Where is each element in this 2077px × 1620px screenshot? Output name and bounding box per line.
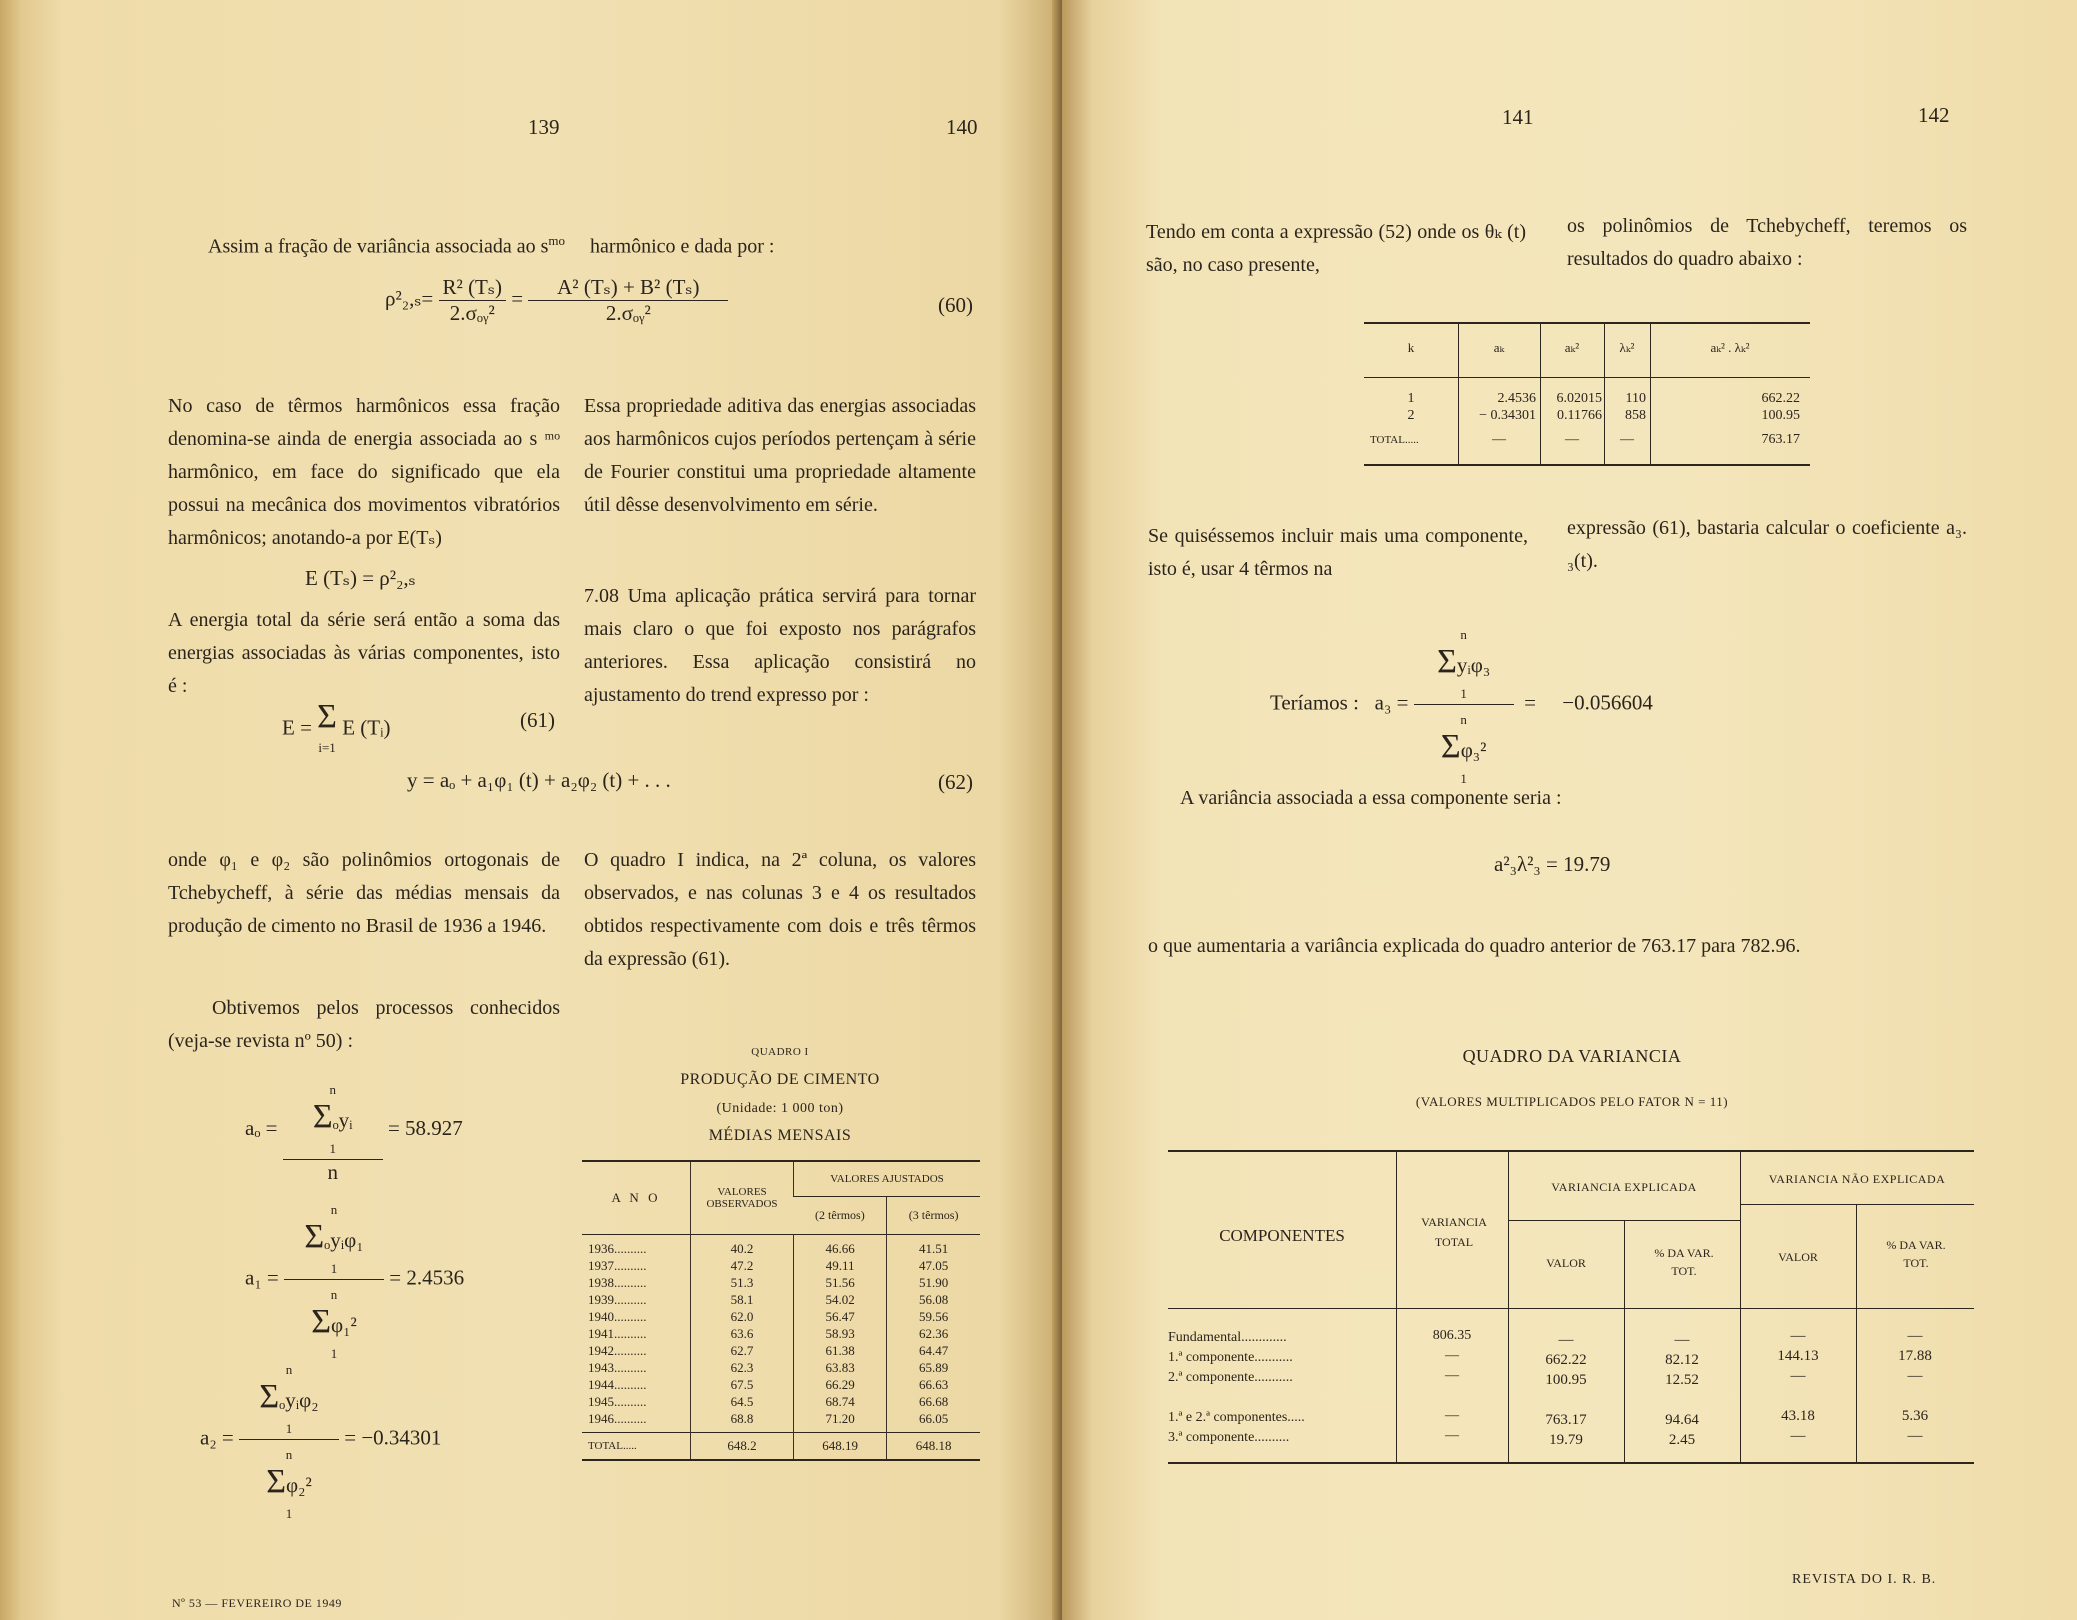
coef-total-dash-2: —	[1565, 432, 1579, 447]
quadro1-total-t3: 648.18	[887, 1433, 980, 1461]
quadro1-total-obs: 648.2	[691, 1433, 794, 1461]
quadro1-cell-obs: 47.2	[691, 1257, 794, 1274]
quadro1-cell-t3: 66.05	[887, 1410, 980, 1433]
a3-sum-bot: 1	[1460, 686, 1467, 701]
quadro1-cell-t2: 49.11	[794, 1257, 887, 1274]
a2-den-bot: 1	[285, 1506, 293, 1521]
coef-lk: 110 858	[1625, 391, 1646, 423]
qv-h-pct-2: % DA VAR. TOT.	[1886, 1238, 1946, 1270]
a2-den-text: φ₂²	[286, 1473, 312, 1497]
f61-sigma-icon: Σ	[317, 698, 337, 735]
a3-value: −0.056604	[1562, 690, 1653, 715]
a2-den-top: n	[285, 1447, 293, 1462]
quadro1-row	[582, 1274, 980, 1291]
r-paragraph-1-right: os polinômios de Tchebycheff, teremos os resultados do quadro abaixo :	[1567, 215, 1967, 270]
a1-den-bot: 1	[330, 1346, 338, 1361]
quadro1-row	[582, 1325, 980, 1342]
formula-61	[282, 700, 391, 759]
quadro1-cell-t3: 65.89	[887, 1359, 980, 1376]
quadro1-cell-ano: 1946..........	[588, 1411, 647, 1426]
coef-header-cell: aₖ² . λₖ²	[1710, 340, 1750, 355]
intro-sup: mo	[548, 233, 566, 248]
a2-value: = −0.34301	[344, 1425, 442, 1450]
quadro1-row	[582, 1342, 980, 1359]
qv-exp-valor-col: — 662.22 100.95 763.17 19.79	[1545, 1332, 1587, 1448]
quadro1-cell-t3: 62.36	[887, 1325, 980, 1342]
col2-paragraph-3: O quadro I indica, na 2ª coluna, os valores observados, e nas colunas 3 e 4 os resultados obtidos respectivamente com dois e três têrmos da expressão (61).	[584, 849, 976, 970]
coef-total-label: TOTAL.....	[1370, 434, 1419, 446]
f60-num1: R² (Tₛ)	[439, 275, 506, 301]
quadro1-cell-t2: 46.66	[794, 1235, 887, 1258]
formula-62-tag: (62)	[938, 770, 973, 794]
left-footer: Nº 53 — FEVEREIRO DE 1949	[172, 1596, 342, 1610]
f61-sum	[317, 700, 337, 759]
coef-header-cell: aₖ²	[1564, 340, 1580, 355]
quadro1-cell-ano: 1943..........	[588, 1360, 647, 1375]
qv-subtitle: (VALORES MULTIPLICADOS PELO FATOR N = 11)	[1415, 1094, 1729, 1109]
formula-a0	[245, 1075, 463, 1185]
a2-num	[239, 1355, 339, 1440]
a3-den	[1414, 705, 1514, 789]
quadro1-cell-ano: 1944..........	[588, 1377, 647, 1392]
page-number-140: 140	[946, 115, 978, 139]
quadro1-row	[582, 1257, 980, 1274]
quadro1-cell-obs: 67.5	[691, 1376, 794, 1393]
quadro1-cell-obs: 63.6	[691, 1325, 794, 1342]
coef-header-cell: k	[1407, 340, 1415, 355]
quadro1-table	[582, 1162, 980, 1461]
quadro1-table-wrap	[582, 1160, 980, 1461]
quadro1-row	[582, 1393, 980, 1410]
quadro1-cell-ano: 1939..........	[588, 1292, 647, 1307]
quadro1-cell-obs: 68.8	[691, 1410, 794, 1433]
formula-a1	[245, 1195, 464, 1364]
a2-frac	[239, 1355, 339, 1524]
a0-sum-top: n	[329, 1082, 336, 1097]
quadro1-cell-t3: 47.05	[887, 1257, 980, 1274]
quadro1-cell-ano: 1937..........	[588, 1258, 647, 1273]
a1-den-top: n	[330, 1287, 338, 1302]
coef-prod: 662.22 100.95	[1761, 391, 1800, 423]
quadro1-cell-ano: 1940..........	[588, 1309, 647, 1324]
quadro1-cell-t3: 56.08	[887, 1291, 980, 1308]
quadro1-cell-obs: 58.1	[691, 1291, 794, 1308]
formula-62: y = aₒ + a₁φ₁ (t) + a₂φ₂ (t) + . . .	[407, 768, 671, 792]
qv-h-explicada: VARIANCIA EXPLICADA	[1551, 1180, 1697, 1194]
quadro1-cell-obs: 51.3	[691, 1274, 794, 1291]
a1-sigma-icon: Σ	[304, 1218, 325, 1255]
a3-den-sigma-icon: Σ	[1440, 728, 1461, 765]
quadro1-unit: (Unidade: 1 000 ton)	[716, 1101, 844, 1116]
a1-sum-bot: 1	[330, 1261, 338, 1276]
quadro1-cell-t3: 51.90	[887, 1274, 980, 1291]
quadro1-cell-obs: 40.2	[691, 1235, 794, 1258]
quadro1-cell-t3: 66.68	[887, 1393, 980, 1410]
quadro1-cell-obs: 62.3	[691, 1359, 794, 1376]
right-footer: REVISTA DO I. R. B.	[1792, 1572, 1937, 1587]
quadro1-cell-obs: 62.7	[691, 1342, 794, 1359]
qv-exp-pct-col: — 82.12 12.52 94.64 2.45	[1665, 1332, 1699, 1448]
a0-frac	[283, 1075, 383, 1185]
quadro1-cell-ano: 1938..........	[588, 1275, 647, 1290]
a3-den-bot: 1	[1460, 771, 1467, 786]
a2-num-text: ₒyᵢφ₂	[279, 1388, 319, 1412]
a0-sigma-icon: Σ	[312, 1098, 333, 1135]
a2-den	[239, 1440, 339, 1524]
formula-a3	[1270, 620, 1653, 789]
a1-den-text: φ₁²	[331, 1313, 357, 1337]
a3-sigma-icon: Σ	[1437, 643, 1457, 680]
quadro1-cell-t3: 64.47	[887, 1342, 980, 1359]
a1-sum-top: n	[330, 1202, 338, 1217]
quadro1-cell-t2: 56.47	[794, 1308, 887, 1325]
a3-pre: Teríamos :	[1270, 690, 1359, 715]
f60-frac2	[528, 275, 728, 326]
r-paragraph-4: o que aumentaria a variância explicada do quadro anterior de 763.17 para 782.96.	[1148, 935, 1801, 957]
a1-num-text: ₒyᵢφ₁	[324, 1228, 364, 1252]
a1-frac	[284, 1195, 384, 1364]
f61-rhs: E (Tᵢ)	[342, 715, 391, 740]
quadro1-cell-obs: 64.5	[691, 1393, 794, 1410]
a3-num-text: yᵢφ₃	[1456, 653, 1491, 677]
coef-total-dash-1: —	[1492, 432, 1506, 447]
f61-lhs: E =	[282, 715, 312, 740]
quadro1-cell-t2: 51.56	[794, 1274, 887, 1291]
quadro1-row	[582, 1359, 980, 1376]
quadro1-label: QUADRO I	[751, 1046, 809, 1058]
a1-lhs: a₁ =	[245, 1265, 279, 1290]
quadro1-cell-t3: 59.56	[887, 1308, 980, 1325]
a2-lhs: a₂ =	[200, 1425, 234, 1450]
a0-num-text: ₒyᵢ	[332, 1108, 353, 1132]
a1-value: = 2.4536	[389, 1265, 465, 1290]
quadro1-cell-ano: 1945..........	[588, 1394, 647, 1409]
r-paragraph-3: A variância associada a essa componente seria :	[1180, 787, 1562, 809]
quadro1-h-aj: VALORES AJUSTADOS	[794, 1162, 981, 1197]
r-paragraph-1-left: Tendo em conta a expressão (52) onde os θₖ (t) são, no caso presente,	[1146, 221, 1526, 276]
a3-den-text: φ₃²	[1460, 738, 1487, 762]
quadro1-h-ano: A N O	[611, 1190, 661, 1205]
formula-60-tag: (60)	[938, 293, 973, 317]
page-number-141: 141	[1502, 105, 1534, 129]
quadro1-title: PRODUÇÃO DE CIMENTO	[680, 1071, 880, 1088]
a2-sigma-icon: Σ	[259, 1378, 280, 1415]
a2-den-sigma-icon: Σ	[266, 1463, 287, 1500]
page-number-142: 142	[1918, 103, 1950, 127]
coef-header-cell: λₖ²	[1619, 340, 1635, 355]
quadro1-cell-t2: 54.02	[794, 1291, 887, 1308]
coef-total: 763.17	[1761, 432, 1800, 447]
quadro1-cell-obs: 62.0	[691, 1308, 794, 1325]
formula-a2	[200, 1355, 441, 1524]
a0-den: n	[327, 1160, 338, 1184]
col1-paragraph-4: Obtivemos pelos processos conhecidos (veja-se revista nº 50) :	[168, 997, 560, 1052]
quadro1-row	[582, 1291, 980, 1308]
qv-nexp-pct-col: — 17.88 — 5.36 —	[1898, 1328, 1932, 1444]
quadro1-cell-t2: 58.93	[794, 1325, 887, 1342]
quadro1-row	[582, 1376, 980, 1393]
a3-sum-top: n	[1460, 627, 1467, 642]
col1-paragraph-3: onde φ₁ e φ₂ são polinômios ortogonais de Tchebycheff, à série das médias mensais da produção de cimento no Brasil de 1936 a 1946.	[168, 849, 560, 937]
r-paragraph-2-right: expressão (61), bastaria calcular o coeficiente a₃. ₃(t).	[1567, 517, 1967, 572]
a0-sum-bot: 1	[329, 1141, 336, 1156]
a3-den-top: n	[1460, 712, 1467, 727]
a1-den-sigma-icon: Σ	[311, 1303, 332, 1340]
a3-lhs: a₃ =	[1374, 690, 1409, 715]
coef-ak2: 6.02015 0.11766	[1556, 391, 1602, 423]
f61-sub: i=1	[318, 740, 336, 755]
coef-k: 1 2	[1407, 391, 1415, 423]
quadro1-cell-t2: 61.38	[794, 1342, 887, 1359]
intro-end: harmônico e dada por :	[590, 235, 775, 258]
coef-header-cell: aₖ	[1493, 340, 1505, 355]
f60-den2: 2.σₒᵧ²	[605, 301, 651, 325]
a0-lhs: aₒ =	[245, 1115, 278, 1140]
a1-den	[284, 1280, 384, 1364]
intro-text	[208, 224, 774, 264]
qv-h-valor-1: VALOR	[1546, 1256, 1586, 1270]
a0-num	[283, 1075, 383, 1160]
qv-h-total: VARIANCIA TOTAL	[1421, 1215, 1487, 1249]
quadro1-row	[582, 1235, 980, 1258]
quadro1-row	[582, 1410, 980, 1433]
page-number-139: 139	[528, 115, 560, 139]
quadro1-row	[582, 1308, 980, 1325]
a1-num	[284, 1195, 384, 1280]
right-page	[1062, 0, 2077, 1620]
quadro1-cell-t2: 63.83	[794, 1359, 887, 1376]
col1-paragraph-2: A energia total da série será então a soma das energias associadas às várias componentes, isto é :	[168, 609, 560, 697]
col1-paragraph-1: No caso de têrmos harmônicos essa fração denomina-se ainda de energia associada ao s ᵐᵒ harmônico, em face do significado que ela possui na mecânica dos movimentos vibratórios harmônicos; anotando-a por E(Tₛ)	[168, 395, 560, 549]
f60-den1: 2.σₒᵧ²	[449, 301, 495, 325]
quadro1-total-t2: 648.19	[794, 1433, 887, 1461]
quadro1-cell-ano: 1936..........	[588, 1241, 647, 1256]
quadro1-cell-ano: 1942..........	[588, 1343, 647, 1358]
qv-h-componentes: COMPONENTES	[1219, 1226, 1345, 1245]
variance-formula: a²₃λ²₃ = 19.79	[1494, 852, 1611, 876]
f60-num2: A² (Tₛ) + B² (Tₛ)	[528, 275, 728, 301]
quadro1-cell-t3: 41.51	[887, 1235, 980, 1258]
col2-paragraph-2: 7.08 Uma aplicação prática servirá para tornar mais claro o que foi exposto nos parágrafos anteriores. Essa aplicação consistirá no ajustamento do trend expresso por :	[584, 585, 976, 706]
quadro1-cell-t2: 66.29	[794, 1376, 887, 1393]
qv-nexp-valor-col: — 144.13 — 43.18 —	[1777, 1328, 1819, 1444]
a3-frac	[1414, 620, 1514, 789]
quadro1-h-3: (3 têrmos)	[887, 1197, 980, 1235]
quadro1-cell-t3: 66.63	[887, 1376, 980, 1393]
qv-title: QUADRO DA VARIANCIA	[1462, 1046, 1682, 1066]
a0-value: = 58.927	[387, 1115, 463, 1140]
col2-paragraph-1: Essa propriedade aditiva das energias associadas aos harmônicos cujos períodos pertençam à série de Fourier constitui uma propriedade altamente útil dêsse desenvolvimento em série.	[584, 395, 976, 516]
r-paragraph-2-left: Se quiséssemos incluir mais uma componente, isto é, usar 4 têrmos na	[1148, 525, 1528, 580]
qv-total-col: 806.35 — — — —	[1432, 1328, 1472, 1443]
coef-total-dash-3: —	[1620, 432, 1634, 447]
qv-h-pct-1: % DA VAR. TOT.	[1654, 1246, 1714, 1278]
intro-main: Assim a fração de variância associada ao s	[208, 235, 549, 258]
quadro1-total-row	[582, 1433, 980, 1461]
f60-eq: =	[511, 286, 524, 311]
quadro1-total-label: TOTAL.....	[588, 1440, 637, 1452]
quadro1-h-2: (2 têrmos)	[815, 1208, 865, 1222]
qv-components: Fundamental............. 1.ª componente........... 2.ª componente........... 1.ª e 2.ª componentes..... 3.ª componente..........	[1168, 1330, 1305, 1445]
formula-60	[385, 275, 728, 326]
a2-sum-top: n	[285, 1362, 293, 1377]
formula-61-tag: (61)	[520, 708, 555, 732]
quadro1-cell-ano: 1941..........	[588, 1326, 647, 1341]
quadro1-cell-t2: 71.20	[794, 1410, 887, 1433]
qv-h-valor-2: VALOR	[1778, 1250, 1818, 1264]
quadro1-h-obs: VALORES OBSERVADOS	[691, 1162, 794, 1235]
quadro1-subtitle: MÉDIAS MENSAIS	[708, 1127, 852, 1144]
quadro1-body	[582, 1235, 980, 1433]
f60-frac1	[439, 275, 506, 326]
a3-num	[1414, 620, 1514, 705]
qv-h-nao-explicada: VARIANCIA NÃO EXPLICADA	[1768, 1172, 1946, 1186]
f60-lhs: ρ²₂,ₛ=	[385, 286, 434, 311]
col1-energy-eq: E (Tₛ) = ρ²₂,ₛ	[305, 566, 416, 590]
quadro1-cell-t2: 68.74	[794, 1393, 887, 1410]
a3-eq: =	[1524, 690, 1537, 715]
quadro1-header-1	[582, 1162, 980, 1197]
a2-sum-bot: 1	[285, 1421, 293, 1436]
coef-ak: 2.4536 − 0.34301	[1479, 391, 1536, 423]
